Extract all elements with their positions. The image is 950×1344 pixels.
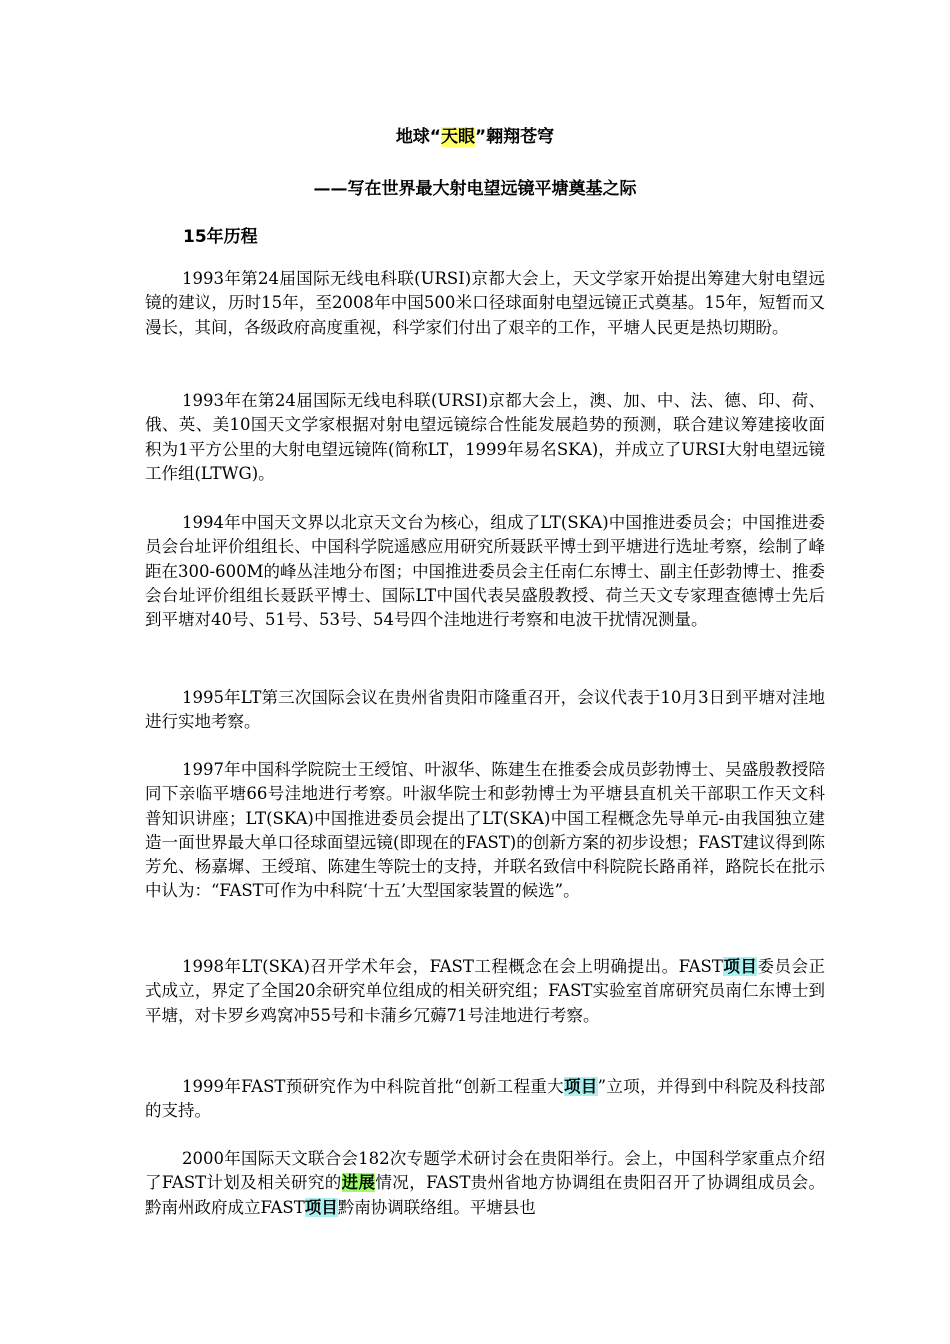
document-title — [0, 122, 950, 147]
p8-highlight-1: 进展 — [341, 1173, 376, 1193]
p7-text-b: ”立项，并得到中科院及科技部的支持。 — [145, 1077, 826, 1121]
p7-highlight: 项目 — [563, 1077, 598, 1096]
p8-text-c: 黔南协调联络组。平塘县也 — [337, 1197, 536, 1217]
paragraph-5: 1997年中国科学院院士王绶馆、叶淑华、陈建生在推委会成员彭勃博士、吴盛殷教授陪同下亲临平塘66号洼地进行考察。叶淑华院士和彭勃博士为平塘县直机关干部职工作天文科普知识讲座；LT(SKA)中国推进委员会提出了LT(SKA)中国工程概念先导单元-由我国独立建造一面世界最大单口径球面望远镜(即现在的FAST)的创新方案的初步设想；FAST建议得到陈芳允、杨嘉墀、王绶琯、陈建生等院士的支持，并联名致信中科院院长路甬祥，路院长在批示中认为：“FAST可作为中科院‘十五’大型国家装置的候选”。 — [145, 760, 825, 901]
p8-text-b: 情况，FAST贵州省地方协调组在贵阳召开了协调组成员会。黔南州政府成立FAST — [145, 1173, 825, 1217]
paragraph-1: 1993年第24届国际无线电科联(URSI)京都大会上，天文学家开始提出筹建大射电望远镜的建议，历时15年，至2008年中国500米口径球面射电望远镜正式奠基。15年，短暂而又漫长，其间，各级政府高度重视，科学家们付出了艰辛的工作，平塘人民更是热切期盼。 — [145, 269, 825, 337]
paragraph-4: 1995年LT第三次国际会议在贵州省贵阳市隆重召开，会议代表于10月3日到平塘对洼地进行实地考察。 — [145, 688, 825, 732]
paragraph-6 — [145, 955, 825, 1028]
section-heading: 15年历程 — [183, 227, 258, 247]
title-before: 地球“ — [395, 127, 441, 147]
p8-highlight-2: 项目 — [304, 1197, 338, 1217]
p6-highlight: 项目 — [722, 957, 758, 976]
title-highlight: 天眼 — [441, 127, 475, 147]
document-subtitle: ——写在世界最大射电望远镜平塘奠基之际 — [313, 179, 637, 199]
p6-text-a: 1998年LT(SKA)召开学术年会，FAST工程概念在会上明确提出。FAST — [182, 957, 723, 976]
paragraph-3: 1994年中国天文界以北京天文台为核心，组成了LT(SKA)中国推进委员会；中国推进委员会台址评价组组长、中国科学院遥感应用研究所聂跃平博士到平塘进行选址考察，绘制了峰距在300-600M的峰丛洼地分布图；中国推进委员会主任南仁东博士、副主任彭勃博士、推委会台址评价组组长聂跃平博士、国际LT中国代表吴盛殷教授、荷兰天文专家理查德博士先后到平塘对40号、51号、53号、54号四个洼地进行考察和电波干扰情况测量。 — [145, 513, 825, 630]
title-after: ”翱翔苍穹 — [475, 127, 555, 147]
p8-text-a: 2000年国际天文联合会182次专题学术研讨会在贵阳举行。会上，中国科学家重点介绍了FAST计划及相关研究的 — [145, 1149, 825, 1193]
p7-text-a: 1999年FAST预研究作为中科院首批“创新工程重大 — [182, 1077, 564, 1096]
p6-text-b: 委员会正式成立，界定了全国20余研究单位组成的相关研究组；FAST实验室首席研究员南仁东博士到平塘，对卡罗乡鸡窝冲55号和卡蒲乡冗薅71号洼地进行考察。 — [145, 957, 826, 1025]
paragraph-8 — [145, 1147, 825, 1220]
paragraph-7 — [145, 1075, 825, 1124]
paragraph-2: 1993年在第24届国际无线电科联(URSI)京都大会上，澳、加、中、法、德、印、荷、俄、英、美10国天文学家根据对射电望远镜综合性能发展趋势的预测，联合建议筹建接收面积为1平方公里的大射电望远镜阵(简称LT，1999年易名SKA)，并成立了URSI大射电望远镜工作组(LTWG)。 — [145, 391, 825, 483]
